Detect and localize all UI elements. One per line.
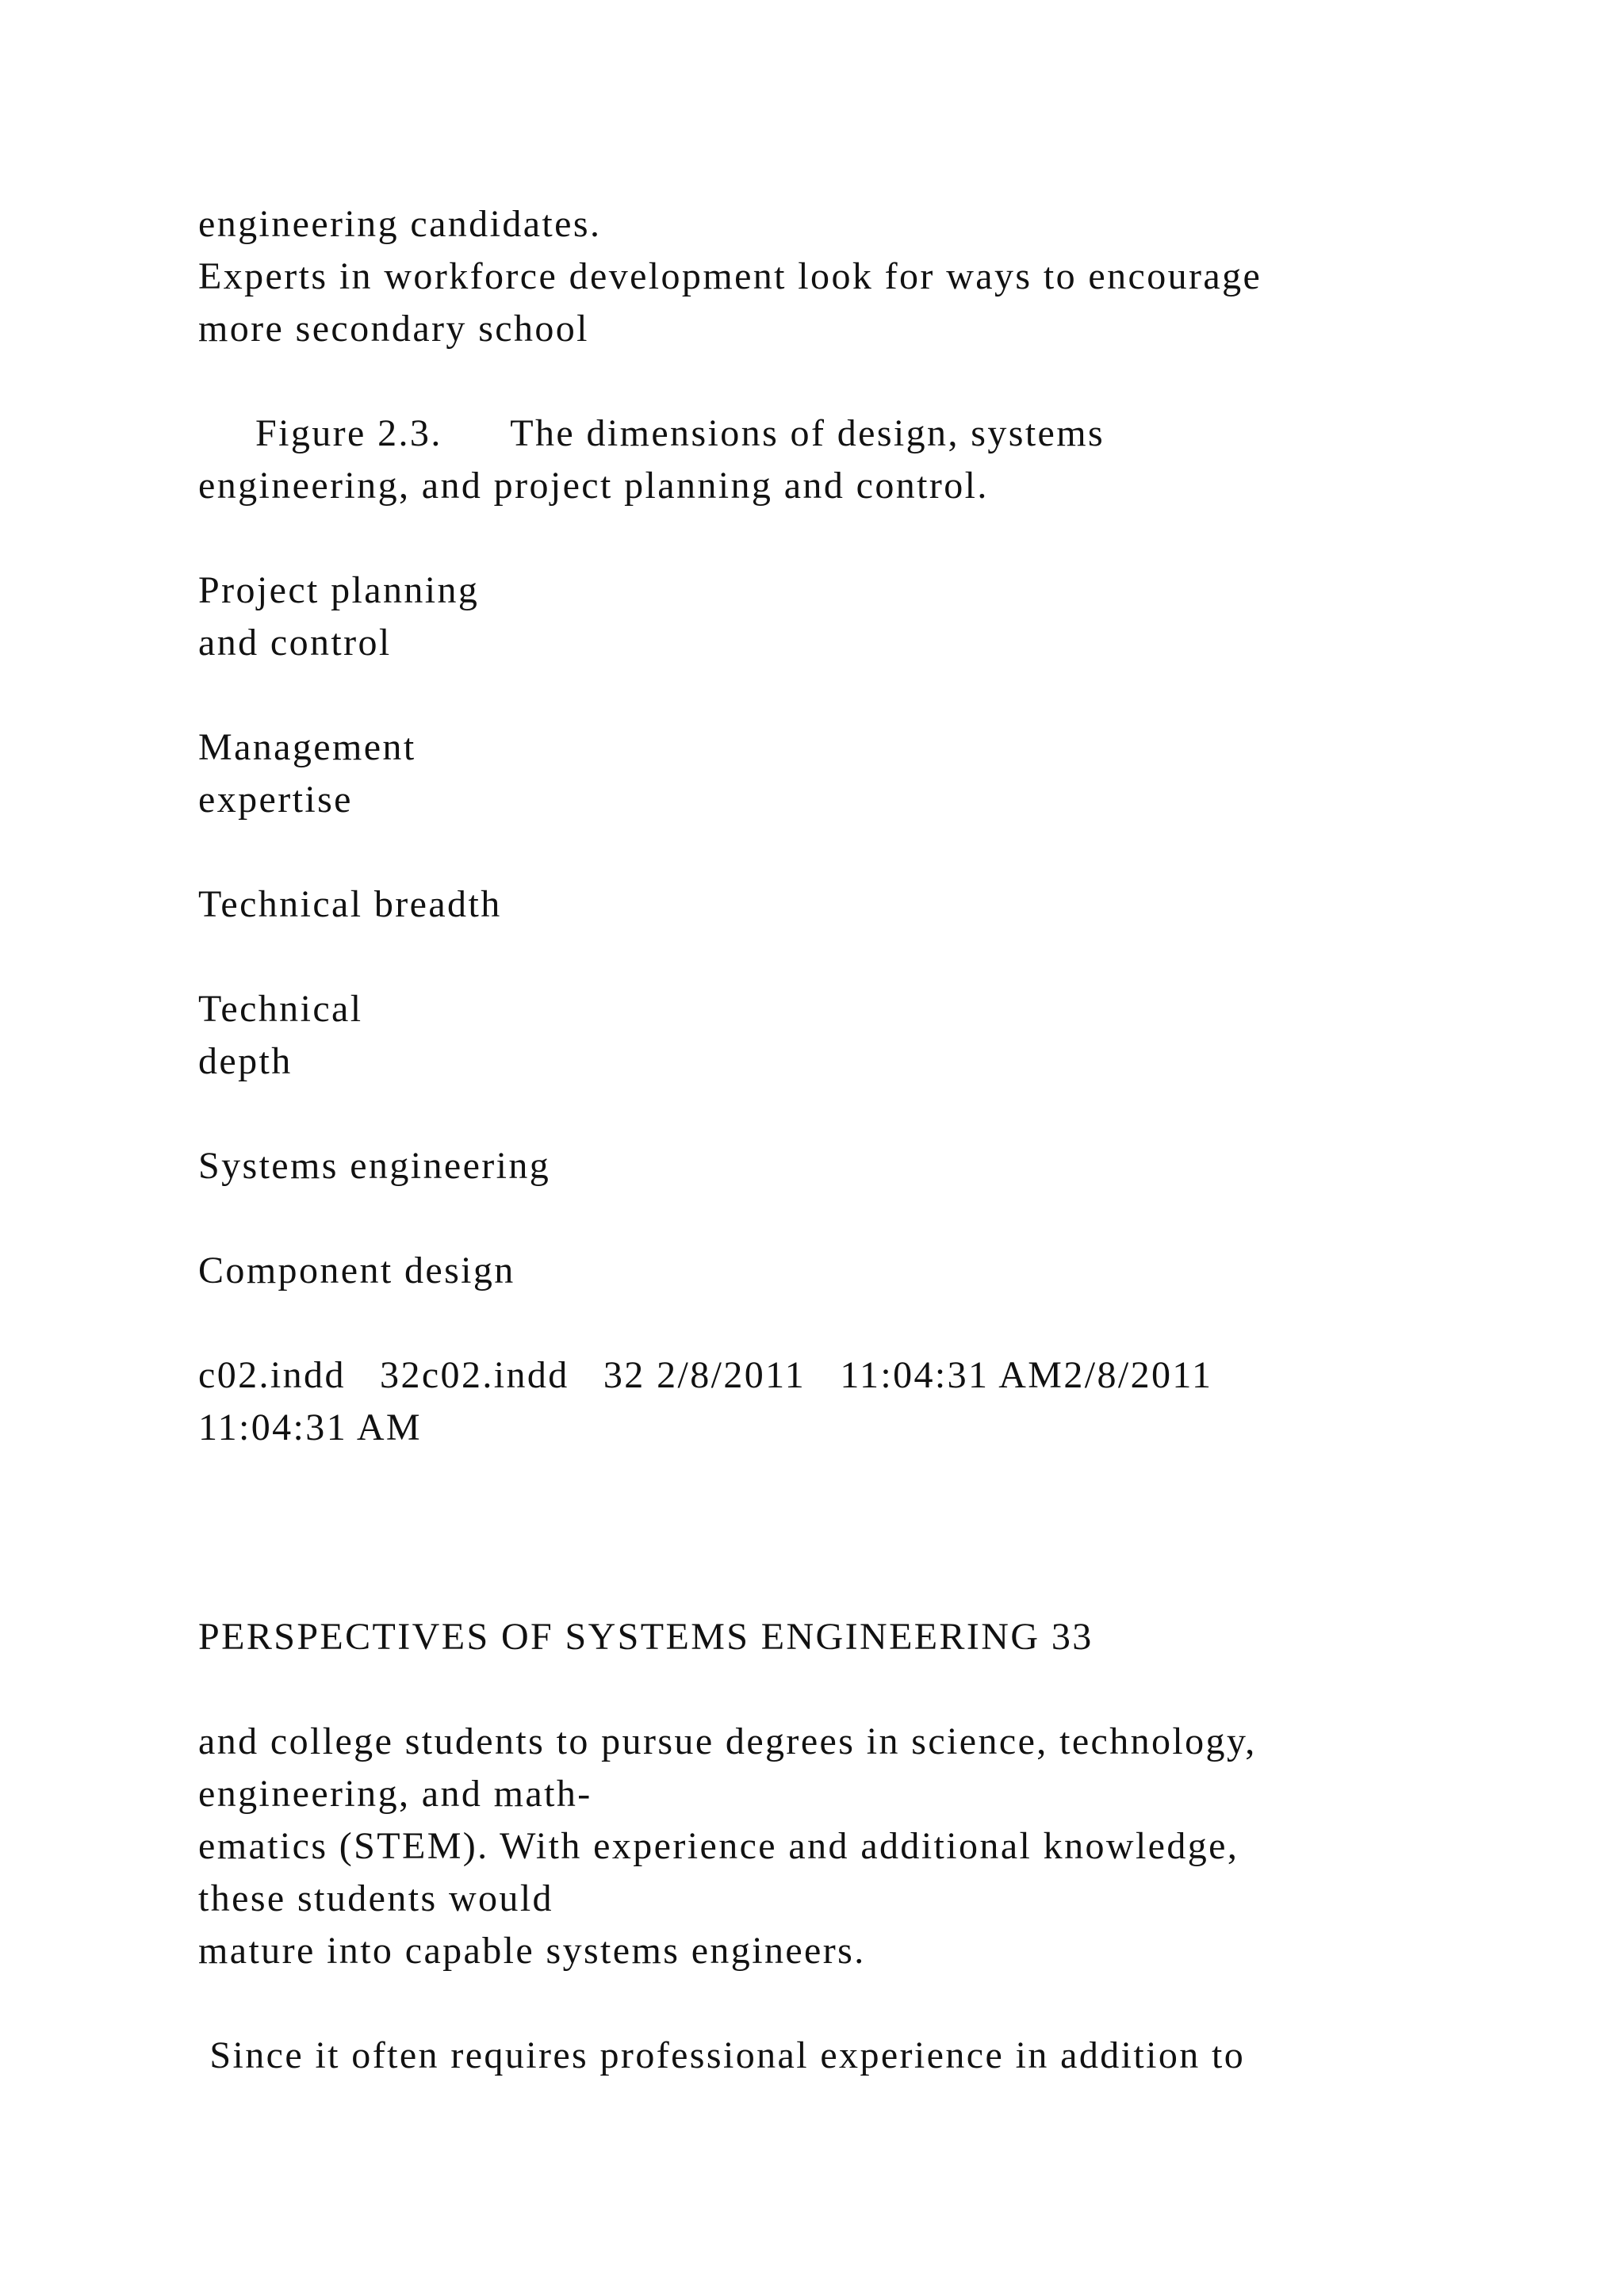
file-info: 11:04:31 AM [198, 1406, 422, 1448]
figure-label: and control [198, 622, 392, 664]
text-line: engineering candidates. [198, 203, 602, 245]
figure-label: expertise [198, 779, 353, 821]
text-line: mature into capable systems engineers. [198, 1930, 866, 1972]
figure-caption-continued: engineering, and project planning and control. [198, 465, 989, 507]
text-line: Since it often requires professional experience in addition to [198, 2034, 1246, 2076]
running-header: PERSPECTIVES OF SYSTEMS ENGINEERING 33 [198, 1616, 1094, 1658]
figure-label: Technical [198, 988, 363, 1030]
figure-label: Component design [198, 1249, 515, 1292]
file-info: c02.indd 32c02.indd 32 2/8/2011 11:04:31 AM2/8/2011 [198, 1354, 1213, 1396]
figure-label: Systems engineering [198, 1145, 551, 1187]
text-line: ematics (STEM). With experience and additional knowledge, [198, 1825, 1239, 1867]
text-line: and college students to pursue degrees in science, technology, [198, 1720, 1257, 1762]
figure-caption: Figure 2.3. The dimensions of design, systems [198, 412, 1105, 454]
figure-label: Technical breadth [198, 883, 502, 925]
figure-label: depth [198, 1040, 293, 1082]
text-line: more secondary school [198, 308, 589, 350]
text-line: these students would [198, 1877, 553, 1919]
figure-label: Project planning [198, 569, 480, 611]
text-line: Experts in workforce development look for ways to encourage [198, 255, 1262, 297]
figure-label: Management [198, 726, 416, 768]
text-line: engineering, and math- [198, 1773, 592, 1815]
